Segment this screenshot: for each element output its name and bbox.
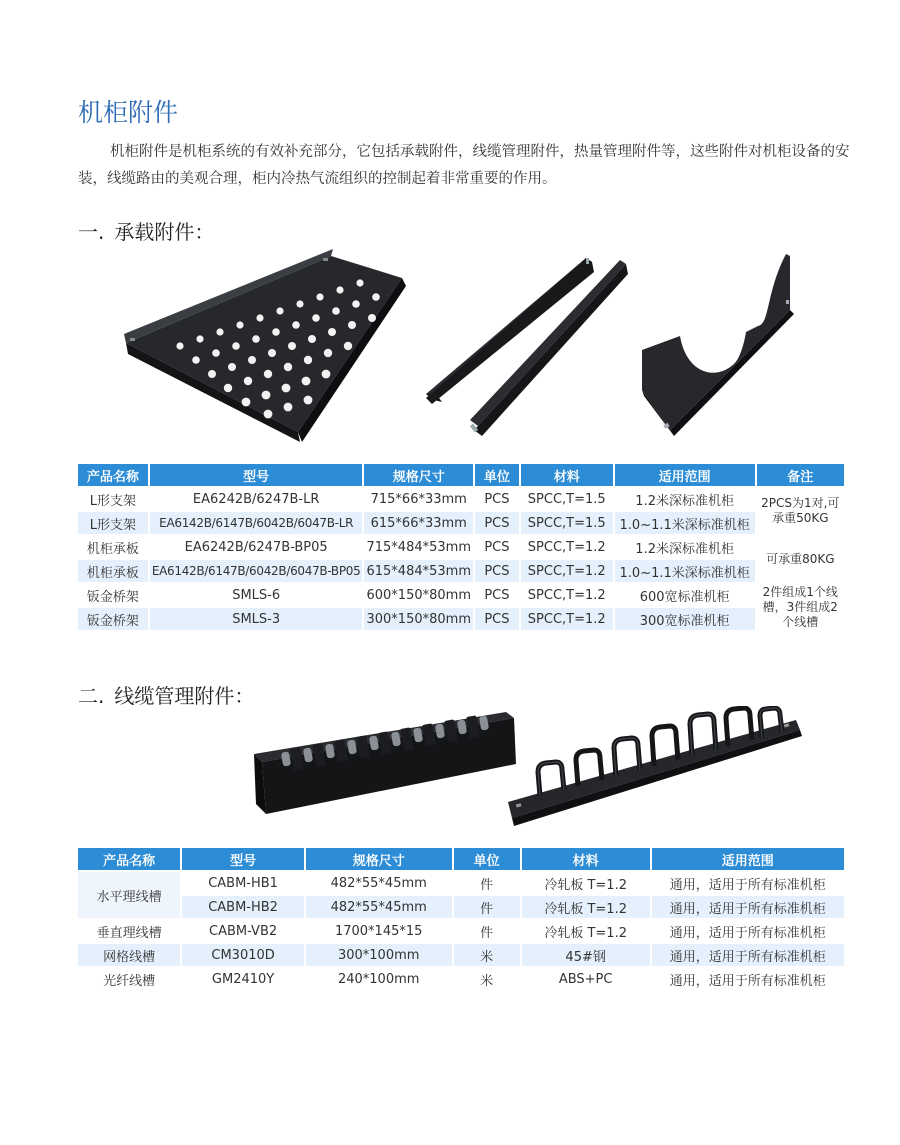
cell-model: SMLS-3 [150,608,363,630]
cell-scope: 300宽标准机柜 [615,608,755,630]
col-header-name: 产品名称 [78,848,180,870]
table-row [78,944,844,966]
cell-scope: 通用，适用于所有标准机柜 [652,968,844,990]
col-header-note: 备注 [757,464,844,486]
cell-model: EA6142B/6147B/6042B/6047B-BP05 [150,560,363,582]
cell-unit: 件 [454,920,520,942]
table-row [78,488,844,510]
cell-name: L形支架 [78,488,148,510]
section2-heading [78,680,254,709]
cell-size: 482*55*45mm [306,896,452,918]
cell-name: 水平理线槽 [78,872,180,918]
cell-unit: 件 [454,872,520,894]
cell-model: CM3010D [182,944,304,966]
cell-name: 光纤线槽 [78,968,180,990]
cell-unit: 米 [454,968,520,990]
table-row [78,608,844,630]
cell-model: SMLS-6 [150,584,363,606]
cell-unit: PCS [475,560,519,582]
cell-name: 网格线槽 [78,944,180,966]
cell-note: 2件组成1个线槽，3件组成2个线槽 [757,584,844,630]
cell-size: 300*100mm [306,944,452,966]
cell-size: 600*150*80mm [364,584,473,606]
d-ring-cable-manager-image [504,706,804,828]
table-row [78,560,844,582]
section1-spec-table [76,462,846,632]
table-header-row [78,848,844,870]
cell-unit: PCS [475,488,519,510]
cell-model: CABM-HB2 [182,896,304,918]
cell-size: 615*66*33mm [364,512,473,534]
cell-size: 240*100mm [306,968,452,990]
cell-scope: 1.2米深标准机柜 [615,536,755,558]
col-header-unit: 单位 [475,464,519,486]
col-header-size: 规格尺寸 [364,464,473,486]
horizontal-cable-manager-image [248,704,520,816]
table-row [78,920,844,942]
cell-unit: PCS [475,536,519,558]
cell-material: SPCC,T=1.2 [521,560,613,582]
cell-scope: 通用，适用于所有标准机柜 [652,896,844,918]
table-header-row [78,464,844,486]
cell-model: EA6242B/6247B-LR [150,488,363,510]
section1-heading [78,216,214,245]
section1-number: 一. [78,220,105,244]
cell-material: 45#钢 [522,944,650,966]
cell-scope: 通用，适用于所有标准机柜 [652,872,844,894]
cell-scope: 1.2米深标准机柜 [615,488,755,510]
cell-unit: 件 [454,896,520,918]
intro-paragraph: 机柜附件是机柜系统的有效补充部分，它包括承载附件，线缆管理附件，热量管理附件等，这些附件对机柜设备的安装，线缆路由的美观合理，柜内冷热气流组织的控制起着非常重要的作用。 [78,143,850,187]
cell-unit: 米 [454,944,520,966]
col-header-scope: 适用范围 [652,848,844,870]
cell-material: 冷轧板 T=1.2 [522,920,650,942]
cell-model: GM2410Y [182,968,304,990]
cell-size: 615*484*53mm [364,560,473,582]
cell-name: 钣金桥架 [78,608,148,630]
table-row [78,512,844,534]
cell-unit: PCS [475,608,519,630]
table-row [78,896,844,918]
cell-name: 机柜承板 [78,536,148,558]
cell-material: SPCC,T=1.2 [521,608,613,630]
cell-name: 垂直理线槽 [78,920,180,942]
section2-spec-table [76,846,846,992]
col-header-scope: 适用范围 [615,464,755,486]
col-header-material: 材料 [522,848,650,870]
table-row [78,872,844,894]
cell-name: L形支架 [78,512,148,534]
col-header-material: 材料 [521,464,613,486]
table-row [78,536,844,558]
cell-size: 300*150*80mm [364,608,473,630]
cell-material: SPCC,T=1.5 [521,512,613,534]
col-header-model: 型号 [150,464,363,486]
cell-material: 冷轧板 T=1.2 [522,896,650,918]
cell-model: EA6242B/6247B-BP05 [150,536,363,558]
cell-material: SPCC,T=1.2 [521,536,613,558]
cable-tray-image [640,252,796,436]
cell-scope: 通用，适用于所有标准机柜 [652,920,844,942]
cell-material: ABS+PC [522,968,650,990]
cell-note: 2PCS为1对,可承重50KG [757,488,844,534]
cell-material: SPCC,T=1.2 [521,584,613,606]
cell-name: 钣金桥架 [78,584,148,606]
cell-size: 715*484*53mm [364,536,473,558]
section2-title: 线缆管理附件： [114,684,255,708]
cell-scope: 600宽标准机柜 [615,584,755,606]
cell-material: 冷轧板 T=1.2 [522,872,650,894]
cell-name: 机柜承板 [78,560,148,582]
table-row [78,968,844,990]
page-title: 机柜附件 [78,97,179,127]
cell-size: 482*55*45mm [306,872,452,894]
section2-number: 二. [78,684,105,708]
col-header-name: 产品名称 [78,464,148,486]
cell-size: 1700*145*15 [306,920,452,942]
cell-model: EA6142B/6147B/6042B/6047B-LR [150,512,363,534]
cell-size: 715*66*33mm [364,488,473,510]
cell-model: CABM-VB2 [182,920,304,942]
cell-unit: PCS [475,512,519,534]
col-header-unit: 单位 [454,848,520,870]
shelf-image [118,246,410,442]
cell-unit: PCS [475,584,519,606]
col-header-model: 型号 [182,848,304,870]
l-bracket-image [420,252,630,438]
cell-material: SPCC,T=1.5 [521,488,613,510]
cell-scope: 1.0~1.1米深标准机柜 [615,560,755,582]
table-row [78,584,844,606]
cell-scope: 1.0~1.1米深标准机柜 [615,512,755,534]
cell-scope: 通用，适用于所有标准机柜 [652,944,844,966]
col-header-size: 规格尺寸 [306,848,452,870]
section1-title: 承载附件： [114,220,215,244]
cell-model: CABM-HB1 [182,872,304,894]
cell-note: 可承重80KG [757,536,844,582]
